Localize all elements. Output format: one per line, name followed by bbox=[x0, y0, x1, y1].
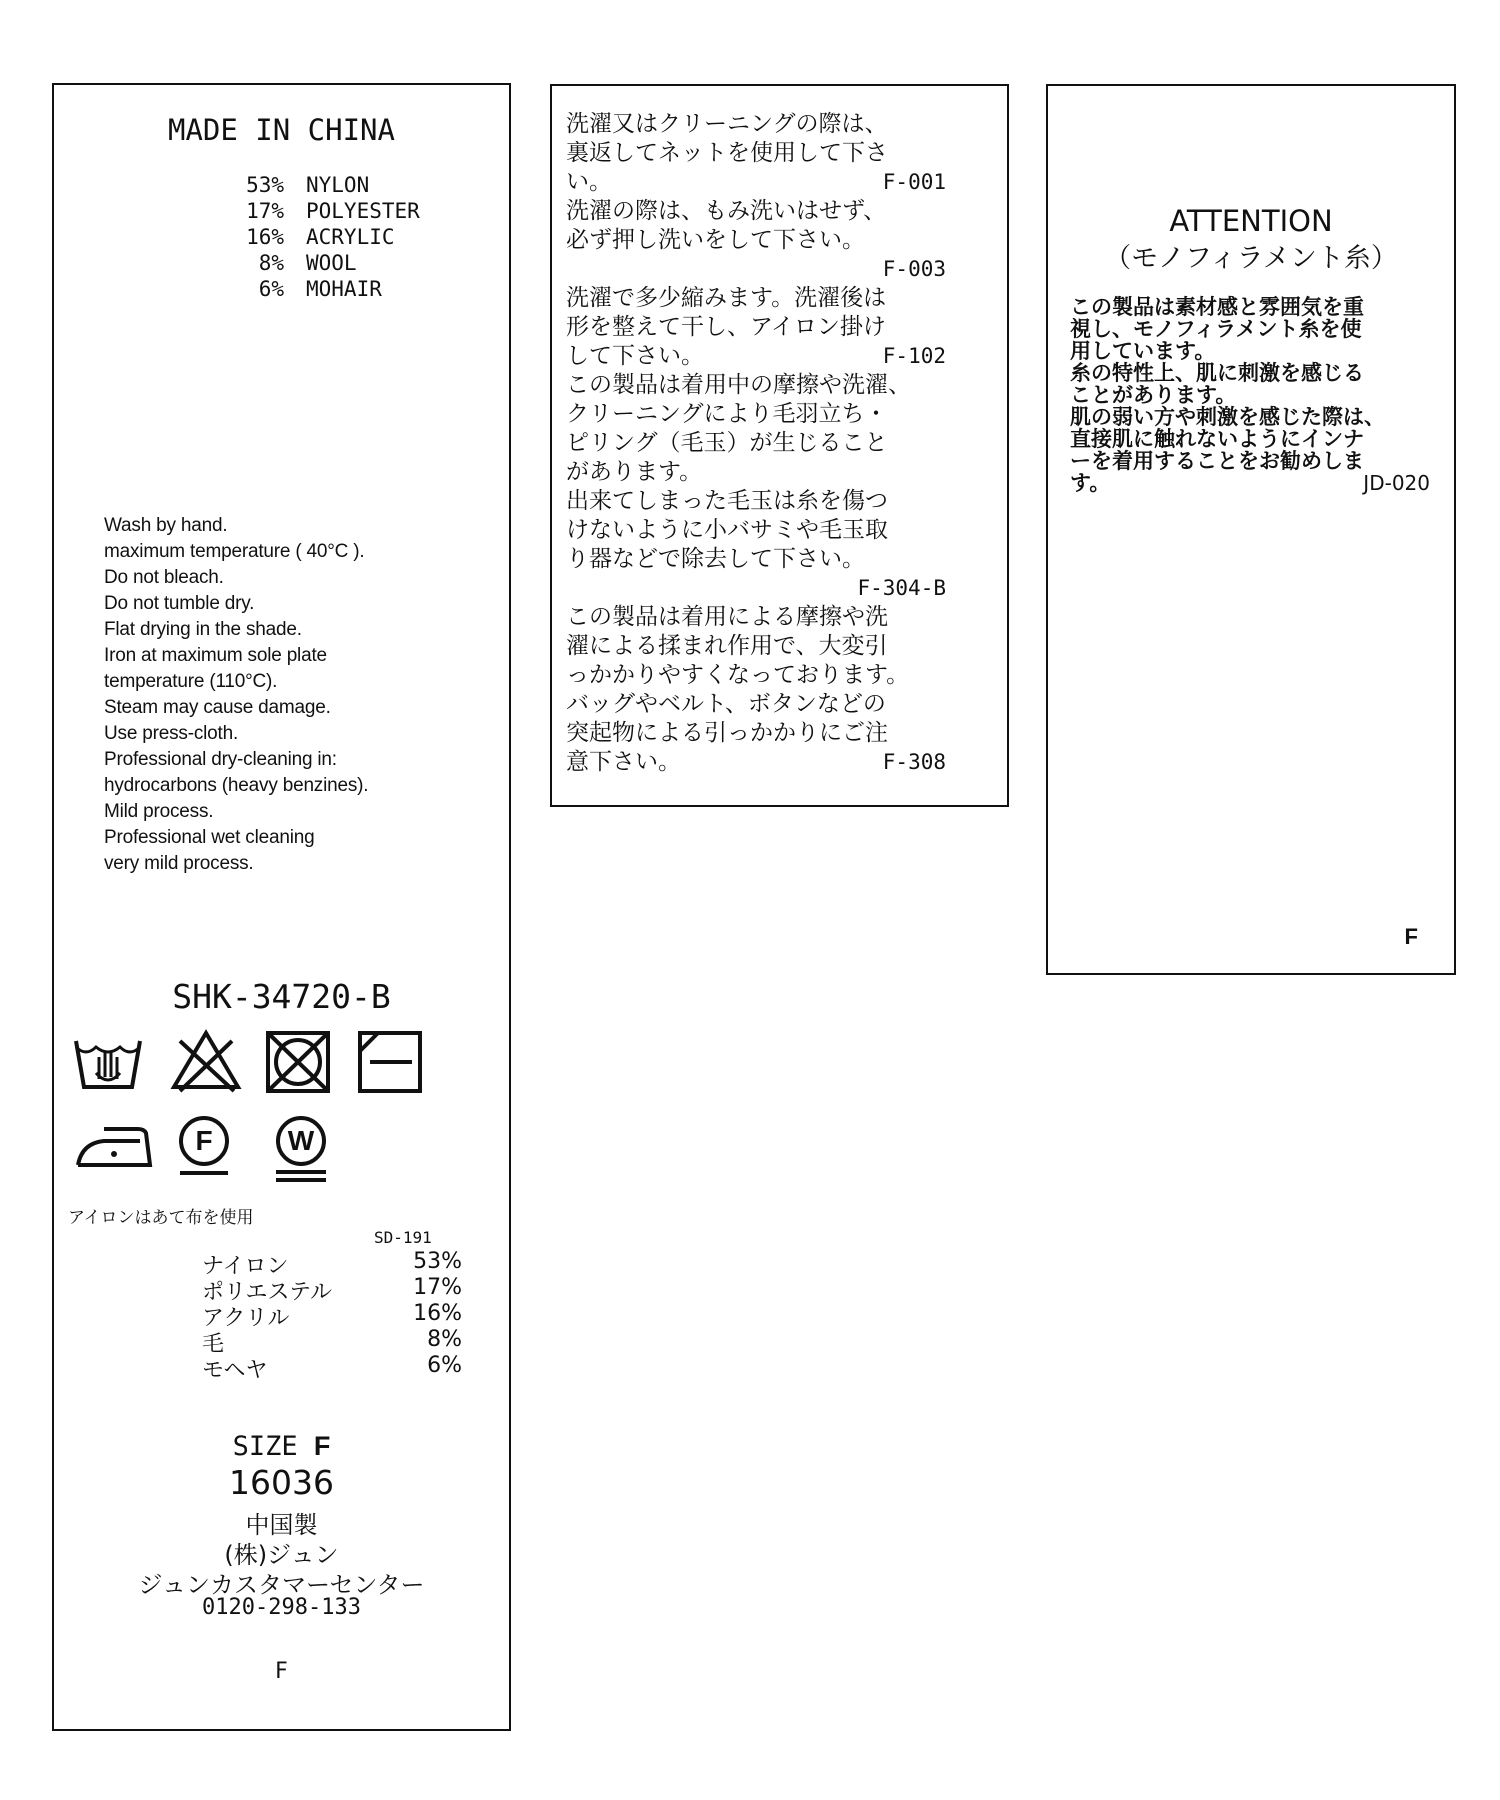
fiber-name: POLYESTER bbox=[306, 199, 420, 223]
line-text: バッグやベルト、ボタンなどの bbox=[566, 691, 886, 717]
attention-text-line bbox=[1070, 472, 1448, 494]
fiber-name-jp: 毛 bbox=[202, 1332, 225, 1357]
care-instruction: hydrocarbons (heavy benzines). bbox=[104, 775, 369, 796]
line-text: 糸の特性上、肌に刺激を感じる bbox=[1070, 361, 1364, 385]
phone-number: 0120-298-133 bbox=[202, 1595, 361, 1620]
care-text-line bbox=[566, 690, 946, 719]
care-instruction: Flat drying in the shade. bbox=[104, 619, 302, 640]
attention-bottom-mark: F bbox=[1404, 924, 1418, 949]
attention-text-line bbox=[1070, 362, 1448, 384]
care-instruction: temperature (110°C). bbox=[104, 671, 278, 692]
fiber-percent: 17% bbox=[246, 199, 284, 223]
made-in-jp: 中国製 bbox=[245, 1511, 318, 1539]
care-instruction: Professional dry-cleaning in: bbox=[104, 749, 337, 770]
dry-clean-letter: F bbox=[195, 1125, 213, 1156]
line-code: JD-020 bbox=[1363, 471, 1430, 495]
iron-low-icon bbox=[74, 1121, 154, 1171]
size-label: SIZE bbox=[232, 1431, 298, 1462]
line-text: 出来てしまった毛玉は糸を傷つ bbox=[566, 488, 888, 514]
line-text: して下さい。 bbox=[566, 343, 704, 369]
fiber-name-jp: モヘヤ bbox=[202, 1358, 268, 1383]
made-in-text: MADE IN CHINA bbox=[168, 113, 395, 147]
care-text-line bbox=[566, 516, 946, 545]
care-label-japanese bbox=[550, 84, 1009, 807]
attention-text-block bbox=[1070, 296, 1448, 494]
fiber-percent: 8% bbox=[258, 251, 284, 275]
care-text-line bbox=[566, 139, 946, 168]
wet-clean-w-icon bbox=[270, 1115, 332, 1185]
lot-number: 16036 bbox=[229, 1463, 334, 1502]
fiber-percent-jp: 6% bbox=[427, 1353, 462, 1378]
flat-dry-shade-icon bbox=[356, 1029, 424, 1095]
line-text: 直接肌に触れないようにインナ bbox=[1070, 427, 1364, 451]
line-text: 洗濯の際は、もみ洗いはせず、 bbox=[566, 198, 887, 224]
line-text: この製品は着用中の摩擦や洗濯、 bbox=[566, 372, 911, 398]
care-text-line bbox=[566, 226, 946, 255]
company-name: (株)ジュン bbox=[224, 1541, 339, 1569]
size-value: F bbox=[313, 1431, 331, 1461]
line-text: 洗濯で多少縮みます。洗濯後は bbox=[566, 285, 887, 311]
attention-text-line bbox=[1070, 406, 1448, 428]
line-text: 濯による揉まれ作用で、大変引 bbox=[566, 633, 888, 659]
fiber-row-en bbox=[204, 251, 357, 275]
care-text-line bbox=[566, 661, 946, 690]
iron-note: アイロンはあて布を使用 bbox=[68, 1208, 254, 1228]
care-text-line bbox=[566, 371, 946, 400]
fiber-name: WOOL bbox=[306, 251, 357, 275]
care-instruction: Professional wet cleaning bbox=[104, 827, 315, 848]
fiber-percent-jp: 8% bbox=[427, 1327, 462, 1352]
fiber-row-en bbox=[204, 225, 395, 249]
attention-text-line bbox=[1070, 318, 1448, 340]
care-instruction: Steam may cause damage. bbox=[104, 697, 331, 718]
line-text: この製品は着用による摩擦や洗 bbox=[566, 604, 888, 630]
attention-text-line bbox=[1070, 384, 1448, 406]
care-text-line bbox=[566, 400, 946, 429]
fiber-name: MOHAIR bbox=[306, 277, 382, 301]
size-line bbox=[54, 1431, 509, 1462]
line-text: クリーニングにより毛羽立ち・ bbox=[566, 401, 888, 427]
care-instruction: very mild process. bbox=[104, 853, 254, 874]
fiber-row-jp bbox=[202, 1353, 462, 1384]
line-text: けないように小バサミや毛玉取 bbox=[566, 517, 888, 543]
line-text: ーを着用することをお勧めしま bbox=[1070, 449, 1364, 473]
care-text-line bbox=[566, 313, 946, 342]
line-text: っかかりやすくなっております。 bbox=[566, 662, 910, 688]
care-text-line bbox=[566, 284, 946, 313]
line-code: F-003 bbox=[882, 257, 946, 281]
fiber-percent-jp: 53% bbox=[413, 1249, 462, 1274]
fiber-name: NYLON bbox=[306, 173, 370, 197]
care-text-line bbox=[566, 632, 946, 661]
attention-label bbox=[1046, 84, 1456, 975]
fiber-percent-jp: 16% bbox=[413, 1301, 462, 1326]
line-text: 洗濯又はクリーニングの際は、 bbox=[566, 111, 888, 137]
sd-code: SD-191 bbox=[374, 1228, 432, 1247]
line-text: 用しています。 bbox=[1070, 339, 1216, 363]
fiber-name-jp: アクリル bbox=[202, 1306, 290, 1331]
care-text-line bbox=[566, 110, 946, 139]
care-text-line bbox=[566, 197, 946, 226]
attention-text-line bbox=[1070, 296, 1448, 318]
care-instruction: Mild process. bbox=[104, 801, 214, 822]
fiber-row-en bbox=[204, 277, 382, 301]
attention-title: ATTENTION bbox=[1169, 204, 1333, 238]
fiber-percent: 16% bbox=[246, 225, 284, 249]
no-tumble-dry-icon bbox=[264, 1029, 332, 1095]
dry-clean-f-icon bbox=[174, 1115, 234, 1179]
line-text: 視し、モノフィラメント糸を使 bbox=[1070, 317, 1362, 341]
line-text: この製品は素材感と雰囲気を重 bbox=[1070, 295, 1364, 319]
bottom-mark: F bbox=[275, 1659, 288, 1684]
care-text-line bbox=[566, 255, 946, 284]
fiber-name-jp: ポリエステル bbox=[202, 1280, 333, 1305]
line-code: F-102 bbox=[882, 344, 946, 368]
care-instruction: Wash by hand. bbox=[104, 515, 228, 536]
line-text: す。 bbox=[1070, 471, 1111, 495]
care-instruction: Iron at maximum sole plate bbox=[104, 645, 327, 666]
no-bleach-icon bbox=[170, 1029, 242, 1093]
care-text-line bbox=[566, 342, 946, 371]
care-text-line bbox=[566, 458, 946, 487]
care-text-line bbox=[566, 748, 946, 777]
fiber-percent-jp: 17% bbox=[413, 1275, 462, 1300]
care-text-block bbox=[566, 110, 946, 777]
care-instruction: Use press-cloth. bbox=[104, 723, 239, 744]
wet-clean-letter: W bbox=[287, 1125, 315, 1156]
attention-text-line bbox=[1070, 450, 1448, 472]
care-text-line bbox=[566, 487, 946, 516]
line-text: 意下さい。 bbox=[566, 749, 681, 775]
care-text-line bbox=[566, 603, 946, 632]
fiber-name-jp: ナイロン bbox=[202, 1254, 289, 1279]
customer-center: ジュンカスタマーセンター bbox=[138, 1571, 425, 1599]
care-label-main bbox=[52, 83, 511, 1731]
attention-subtitle: （モノフィラメント糸） bbox=[1104, 243, 1398, 274]
fiber-name: ACRYLIC bbox=[306, 225, 395, 249]
care-text-line bbox=[566, 719, 946, 748]
attention-text-line bbox=[1070, 428, 1448, 450]
line-text: 形を整えて干し、アイロン掛け bbox=[566, 314, 886, 340]
line-code: F-308 bbox=[882, 750, 946, 774]
line-text: 肌の弱い方や刺激を感じた際は、 bbox=[1070, 405, 1385, 429]
care-instruction: Do not bleach. bbox=[104, 567, 224, 588]
line-text: ピリング（毛玉）が生じること bbox=[566, 430, 888, 456]
care-text-line bbox=[566, 429, 946, 458]
line-text: 突起物による引っかかりにご注 bbox=[566, 720, 888, 746]
care-text-line bbox=[566, 168, 946, 197]
line-code: F-304-B bbox=[857, 576, 946, 600]
care-instruction: maximum temperature ( 40°C ). bbox=[104, 541, 365, 562]
fiber-percent: 53% bbox=[246, 173, 284, 197]
fiber-row-en bbox=[204, 173, 369, 197]
line-text: 必ず押し洗いをして下さい。 bbox=[566, 227, 865, 253]
line-text: い。 bbox=[566, 169, 612, 195]
line-text: ことがあります。 bbox=[1070, 383, 1237, 407]
hand-wash-icon bbox=[72, 1033, 144, 1093]
fiber-percent: 6% bbox=[258, 277, 284, 301]
line-text: があります。 bbox=[566, 459, 703, 485]
fiber-row-en bbox=[204, 199, 420, 223]
care-text-line bbox=[566, 574, 946, 603]
care-text-line bbox=[566, 545, 946, 574]
line-text: 裏返してネットを使用して下さ bbox=[566, 140, 888, 166]
product-code: SHK-34720-B bbox=[172, 977, 391, 1016]
line-code: F-001 bbox=[882, 170, 946, 194]
line-text: り器などで除去して下さい。 bbox=[566, 546, 865, 572]
attention-text-line bbox=[1070, 340, 1448, 362]
care-instruction: Do not tumble dry. bbox=[104, 593, 255, 614]
